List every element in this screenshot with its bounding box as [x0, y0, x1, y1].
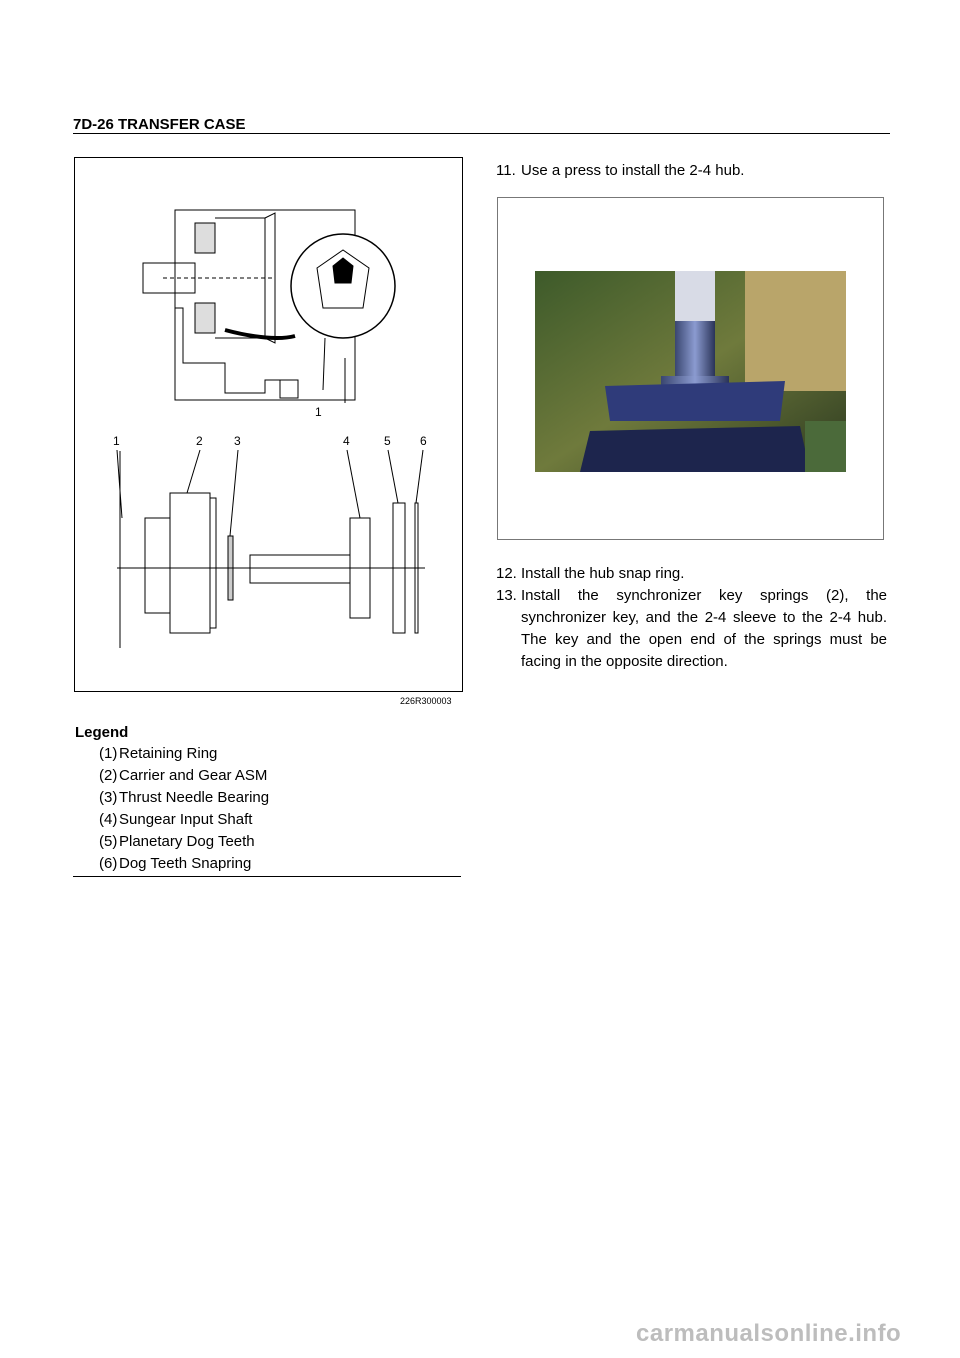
legend-item: [99, 789, 269, 811]
callout-2-leader: [187, 450, 200, 493]
press-install-photo: [535, 271, 846, 472]
callout-top-1: 1: [315, 405, 322, 419]
callout-top-leader: [323, 338, 325, 390]
step-text: Use a press to install the 2-4 hub.: [521, 162, 745, 179]
callout-3: 3: [234, 434, 241, 448]
legend-item-number: (2): [99, 767, 118, 784]
callout-1: 1: [113, 434, 120, 448]
callout-2: 2: [196, 434, 203, 448]
upper-bearing-bottom: [195, 303, 215, 333]
transfer-case-drawing: [75, 158, 464, 693]
legend-item-label: Thrust Needle Bearing: [119, 789, 270, 806]
legend-divider: [73, 876, 461, 877]
callout-3-leader: [230, 450, 238, 536]
callout-5: 5: [384, 434, 391, 448]
figure-code: 226R300003: [400, 696, 452, 706]
callout-6: 6: [420, 434, 427, 448]
legend-item-label: Retaining Ring: [119, 745, 218, 762]
exploded-view-figure: [74, 157, 463, 692]
callout-6-leader: [416, 450, 423, 503]
page-header-title: 7D-26 TRANSFER CASE: [73, 116, 246, 133]
step-number: 11.: [496, 162, 516, 179]
legend-list: [99, 745, 269, 877]
callout-4: 4: [343, 434, 350, 448]
header-divider: [73, 133, 890, 134]
upper-bearing-top: [195, 223, 215, 253]
legend-item: [99, 767, 269, 789]
legend-item-number: (3): [99, 789, 118, 806]
legend-item-number: (4): [99, 811, 118, 828]
step-text: Install the synchronizer key springs (2), the synchronizer key, and the 2-4 sleeve to the 2-4 hub. The key and the open end of the springs must be facing in the opposite direction.: [521, 587, 887, 670]
legend-item-label: Dog Teeth Snapring: [119, 855, 252, 872]
fixture-base: [580, 426, 810, 472]
step-number: 13.: [496, 587, 517, 604]
legend-item-label: Planetary Dog Teeth: [119, 833, 255, 850]
legend-title: Legend: [75, 724, 129, 741]
step-number: 12.: [496, 565, 517, 582]
input-shaft-part: [250, 555, 350, 583]
legend-item: [99, 811, 269, 833]
watermark-text: carmanualsonline.info: [636, 1320, 902, 1347]
detail-leader: [225, 330, 295, 338]
legend-item-label: Sungear Input Shaft: [119, 811, 253, 828]
legend-item: [99, 855, 269, 877]
carrier-flange: [210, 498, 216, 628]
legend-item-number: (1): [99, 745, 118, 762]
housing-lower-step: [175, 308, 295, 393]
legend-item-number: (6): [99, 855, 118, 872]
housing-bolt: [280, 380, 298, 398]
press-ram: [675, 271, 715, 326]
photo-wall: [745, 271, 846, 391]
step-text: Install the hub snap ring.: [521, 565, 685, 582]
legend-item-number: (5): [99, 833, 118, 850]
press-photo-drawing: [535, 271, 846, 472]
callout-4-leader: [347, 450, 360, 518]
bearing-part: [145, 518, 170, 613]
callout-5-leader: [388, 450, 398, 503]
legend-item-label: Carrier and Gear ASM: [119, 767, 268, 784]
carrier-gear-part: [170, 493, 210, 633]
press-fixture: [605, 381, 785, 421]
photo-spring: [805, 421, 846, 472]
legend-item: [99, 833, 269, 855]
legend-item: [99, 745, 269, 767]
